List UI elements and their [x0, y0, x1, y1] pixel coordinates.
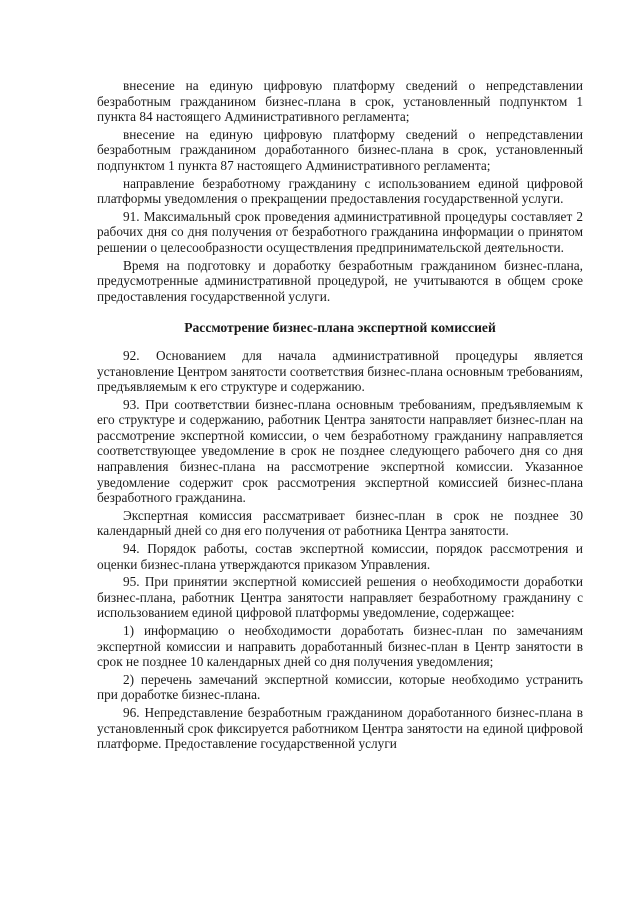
paragraph: 91. Максимальный срок проведения административной процедуры составляет 2 рабочих дня со дня получения от безработного гражданина информации о принятом решении о целесообразности осуществления предпринимательской деятельности.: [97, 208, 583, 255]
paragraph: внесение на единую цифровую платформу сведений о непредставлении безработным гражданином бизнес-плана в срок, установленный подпунктом 1 пункта 84 настоящего Административного регламента;: [97, 78, 583, 125]
paragraph: Экспертная комиссия рассматривает бизнес-план в срок не позднее 30 календарный дней со дня его получения от работника Центра занятости.: [97, 507, 583, 539]
paragraph: внесение на единую цифровую платформу сведений о непредставлении безработным гражданином доработанного бизнес-плана в срок, установленный подпунктом 1 пункта 87 настоящего Административного регламента;: [97, 126, 583, 173]
paragraph: направление безработному гражданину с использованием единой цифровой платформы уведомления о прекращении предоставления государственной услуги.: [97, 175, 583, 207]
paragraph: Время на подготовку и доработку безработным гражданином бизнес-плана, предусмотренные административной процедурой, не учитываются в общем сроке предоставления государственной услуги.: [97, 257, 583, 304]
list-item: 1) информацию о необходимости доработать бизнес-план по замечаниям экспертной комиссии и направить доработанный бизнес-план в Центр занятости в срок не позднее 10 календарных дней со дня получения уведомления;: [97, 623, 583, 670]
paragraph: 94. Порядок работы, состав экспертной комиссии, порядок рассмотрения и оценки бизнес-плана утверждаются приказом Управления.: [97, 541, 583, 572]
list-item: 2) перечень замечаний экспертной комиссии, которые необходимо устранить при доработке бизнес-плана.: [97, 671, 583, 703]
paragraph: 93. При соответствии бизнес-плана основным требованиям, предъявляемым к его структуре и содержанию, работник Центра занятости направляет бизнес-план на рассмотрение экспертной комиссии, о чем безработному гражданину направляется соответствующее уведомление в срок не позднее следующего рабочего дня со дня направления бизнес-плана на рассмотрение экспертной комиссии. Указанное уведомление содержит срок рассмотрения экспертной комиссией бизнес-плана безработного гражданина.: [97, 396, 583, 506]
paragraph: 92. Основанием для начала административной процедуры является установление Центром занятости соответствия бизнес-плана основным требованиям, предъявляемым к его структуре и содержанию.: [97, 347, 583, 395]
section-heading: Рассмотрение бизнес-плана экспертной комиссией: [184, 320, 496, 336]
paragraph: 96. Непредставление безработным гражданином доработанного бизнес-плана в установленный срок фиксируется работником Центра занятости на единой цифровой платформе. Предоставление государственной услуги: [97, 704, 583, 752]
paragraph: 95. При принятии экспертной комиссией решения о необходимости доработки бизнес-плана, работник Центра занятости направляет безработному гражданину с использованием единой цифровой платформы уведомление, содержащее:: [97, 574, 583, 621]
document-body: [97, 78, 583, 752]
